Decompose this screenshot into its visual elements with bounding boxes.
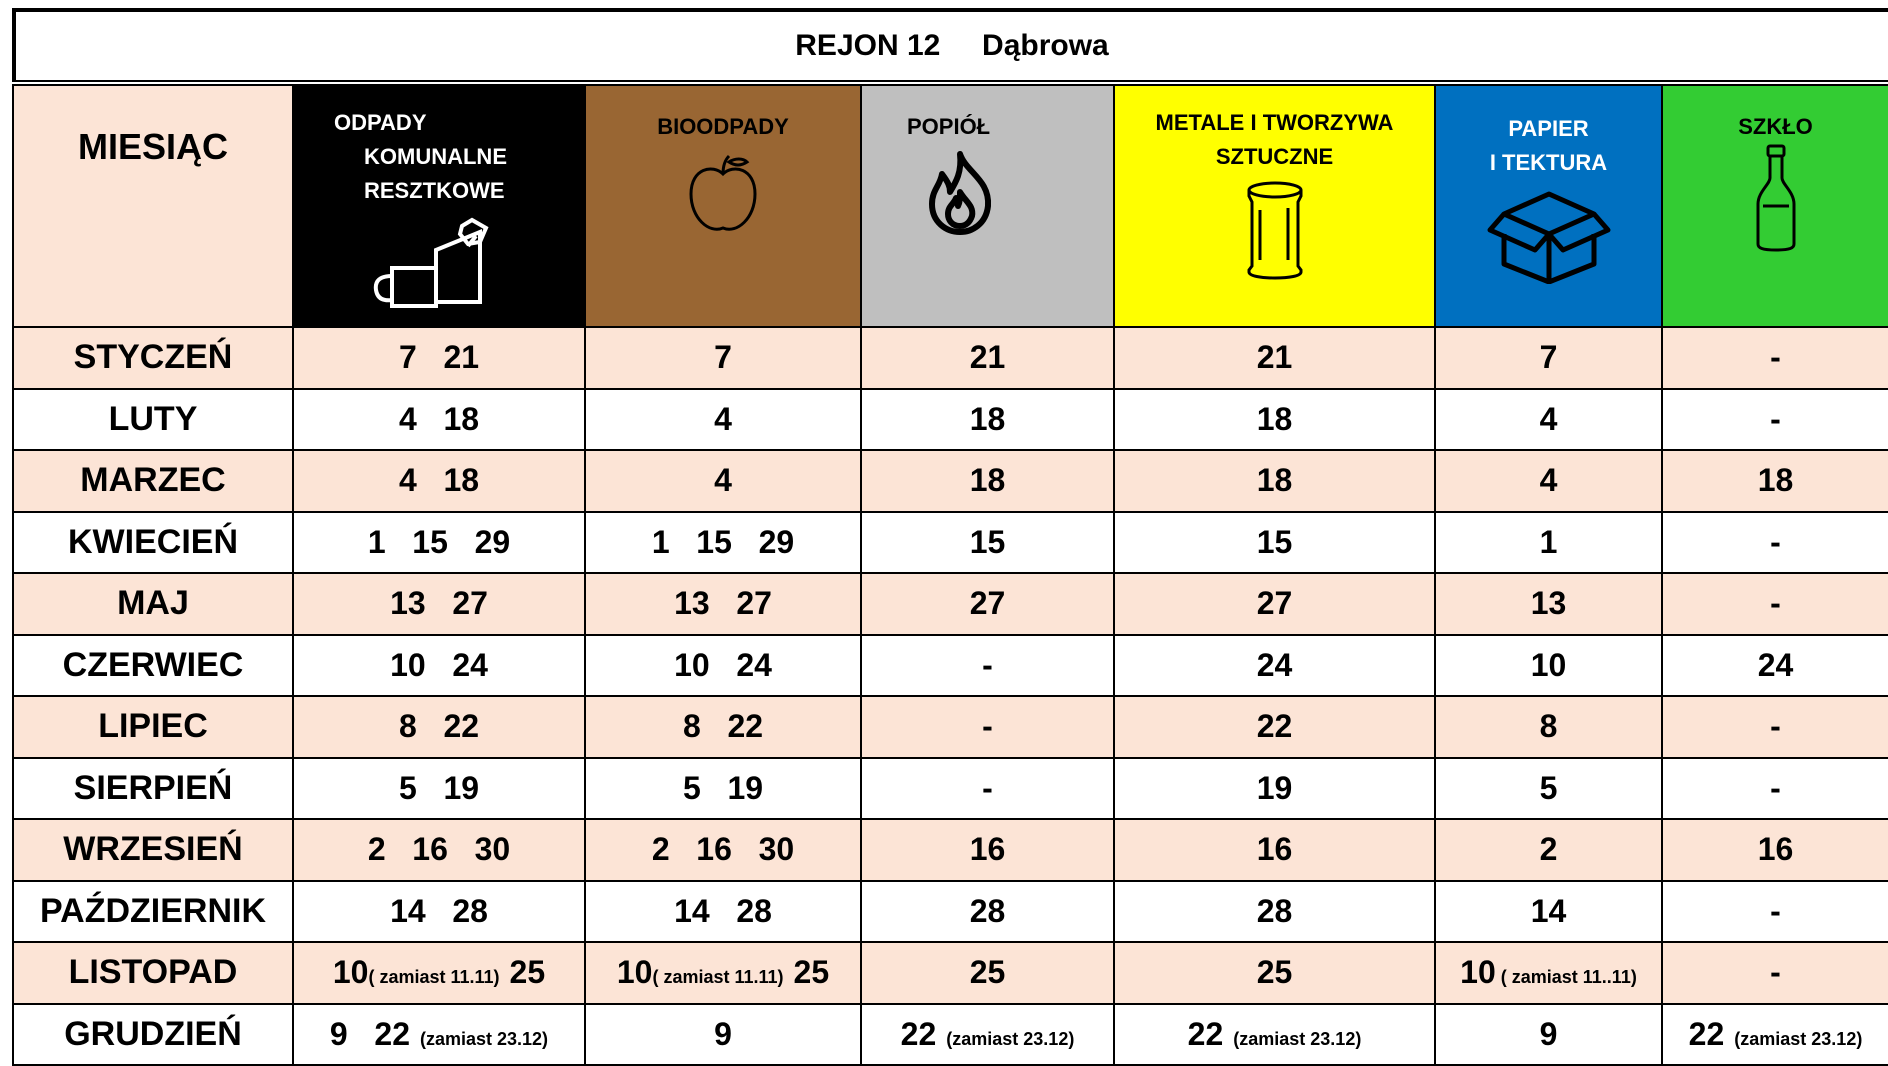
header-row — [13, 85, 1888, 327]
pickup-dates-cell — [293, 1004, 585, 1066]
pickup-dates-cell: 2 16 30 — [585, 819, 861, 881]
category-label: BIOODPADY — [657, 114, 789, 139]
category-header-bio-waste — [585, 85, 861, 327]
table-row — [13, 573, 1888, 635]
pickup-dates-cell: - — [1662, 881, 1888, 943]
pickup-dates-cell: 18 — [1662, 450, 1888, 512]
pickup-dates-cell: 21 — [1114, 327, 1435, 389]
pickup-dates-cell: 2 16 30 — [293, 819, 585, 881]
month-cell: GRUDZIEŃ — [13, 1004, 293, 1066]
month-cell: LUTY — [13, 389, 293, 451]
pickup-dates-cell: 13 — [1435, 573, 1662, 635]
date-main: 10 — [332, 954, 369, 991]
date-note: (zamiast 23.12) — [1223, 1028, 1362, 1049]
region-name: Dąbrowa — [982, 29, 1109, 62]
date-extra: 25 — [509, 954, 546, 991]
date-main: 9 22 — [329, 1015, 410, 1052]
category-label: PAPIER I TEKTURA — [1489, 116, 1608, 175]
pickup-dates-cell: 15 — [861, 512, 1114, 574]
pickup-dates-cell: 27 — [1114, 573, 1435, 635]
pickup-dates-cell: - — [1662, 512, 1888, 574]
region-number: REJON 12 — [795, 29, 941, 62]
bottle-icon — [1751, 144, 1801, 254]
pickup-dates-cell — [1435, 942, 1662, 1004]
pickup-dates-cell: 7 21 — [293, 327, 585, 389]
category-header-ash — [861, 85, 1114, 327]
table-row — [13, 881, 1888, 943]
category-label: ODPADY KOMUNALNE RESZTKOWE — [334, 110, 507, 203]
pickup-dates-cell: - — [1662, 758, 1888, 820]
pickup-dates-cell: 8 22 — [293, 696, 585, 758]
date-main: 22 — [1187, 1015, 1224, 1052]
month-cell: LISTOPAD — [13, 942, 293, 1004]
date-note: (zamiast 23.12) — [936, 1028, 1075, 1049]
pickup-dates-cell: 4 — [585, 389, 861, 451]
pickup-dates-cell: 10 — [1435, 635, 1662, 697]
page-title — [12, 8, 1888, 82]
pickup-dates-cell: - — [861, 635, 1114, 697]
pickup-dates-cell: 21 — [861, 327, 1114, 389]
table-row — [13, 450, 1888, 512]
date-main: 22 — [900, 1015, 937, 1052]
pickup-dates-cell: - — [1662, 696, 1888, 758]
pickup-dates-cell: - — [1662, 389, 1888, 451]
pickup-dates-cell: - — [861, 758, 1114, 820]
pickup-dates-cell: 13 27 — [585, 573, 861, 635]
pickup-dates-cell: 5 19 — [585, 758, 861, 820]
pickup-dates-cell: 25 — [861, 942, 1114, 1004]
pickup-dates-cell: 15 — [1114, 512, 1435, 574]
month-cell: STYCZEŃ — [13, 327, 293, 389]
pickup-dates-cell: 18 — [861, 389, 1114, 451]
month-cell: PAŹDZIERNIK — [13, 881, 293, 943]
pickup-dates-cell: 10 24 — [293, 635, 585, 697]
category-label: POPIÓŁ — [907, 114, 991, 139]
month-cell: CZERWIEC — [13, 635, 293, 697]
pickup-dates-cell: - — [1662, 573, 1888, 635]
date-main: 10 — [1460, 954, 1496, 991]
category-label: METALE I TWORZYWA SZTUCZNE — [1155, 110, 1394, 169]
pickup-dates-cell: 1 — [1435, 512, 1662, 574]
pickup-dates-cell: 18 — [1114, 389, 1435, 451]
pickup-dates-cell: 24 — [1114, 635, 1435, 697]
month-cell: SIERPIEŃ — [13, 758, 293, 820]
date-main: 10 — [616, 954, 653, 991]
pickup-dates-cell: 1 15 29 — [293, 512, 585, 574]
pickup-dates-cell — [861, 1004, 1114, 1066]
pickup-dates-cell: 9 — [585, 1004, 861, 1066]
table-row — [13, 942, 1888, 1004]
date-extra: 25 — [793, 954, 830, 991]
pickup-dates-cell: 7 — [1435, 327, 1662, 389]
pickup-dates-cell: 4 — [1435, 389, 1662, 451]
pickup-dates-cell: - — [1662, 327, 1888, 389]
pickup-dates-cell: 14 28 — [585, 881, 861, 943]
date-note: (zamiast 23.12) — [409, 1028, 549, 1049]
pickup-dates-cell: 28 — [861, 881, 1114, 943]
category-header-glass — [1662, 85, 1888, 327]
pickup-dates-cell: 1 15 29 — [585, 512, 861, 574]
pickup-dates-cell: 25 — [1114, 942, 1435, 1004]
pickup-dates-cell: 22 — [1114, 696, 1435, 758]
month-column-header: MIESIĄC — [13, 85, 293, 327]
category-header-mixed-waste — [293, 85, 585, 327]
category-header-metals-plastics — [1114, 85, 1435, 327]
collection-schedule-table — [12, 84, 1888, 1066]
pickup-dates-cell — [585, 942, 861, 1004]
pickup-dates-cell: 13 27 — [293, 573, 585, 635]
pickup-dates-cell: 4 18 — [293, 389, 585, 451]
pickup-dates-cell — [1662, 1004, 1888, 1066]
pickup-dates-cell: 4 — [1435, 450, 1662, 512]
pickup-dates-cell: 16 — [1662, 819, 1888, 881]
pickup-dates-cell: - — [861, 696, 1114, 758]
flame-icon — [922, 148, 1002, 238]
date-note: ( zamiast 11.11) — [368, 967, 500, 988]
month-cell: KWIECIEŃ — [13, 512, 293, 574]
pickup-dates-cell: 16 — [861, 819, 1114, 881]
pickup-dates-cell: 24 — [1662, 635, 1888, 697]
apple-icon — [683, 148, 763, 238]
mug-and-bin-icon — [364, 216, 514, 316]
pickup-dates-cell: 28 — [1114, 881, 1435, 943]
category-header-paper — [1435, 85, 1662, 327]
category-label: SZKŁO — [1738, 114, 1813, 139]
pickup-dates-cell: 4 — [585, 450, 861, 512]
pickup-dates-cell: 8 — [1435, 696, 1662, 758]
pickup-dates-cell: 14 — [1435, 881, 1662, 943]
table-row — [13, 635, 1888, 697]
month-cell: MARZEC — [13, 450, 293, 512]
month-cell: LIPIEC — [13, 696, 293, 758]
pickup-dates-cell: 4 18 — [293, 450, 585, 512]
pickup-dates-cell: 9 — [1435, 1004, 1662, 1066]
table-row — [13, 819, 1888, 881]
table-row — [13, 327, 1888, 389]
pickup-dates-cell: 5 19 — [293, 758, 585, 820]
pickup-dates-cell: 19 — [1114, 758, 1435, 820]
date-note: (zamiast 23.12) — [1724, 1028, 1863, 1049]
table-row — [13, 389, 1888, 451]
table-row — [13, 696, 1888, 758]
date-note: ( zamiast 11.11) — [652, 967, 784, 988]
pickup-dates-cell: 27 — [861, 573, 1114, 635]
pickup-dates-cell: 14 28 — [293, 881, 585, 943]
box-icon — [1484, 184, 1614, 284]
month-cell: WRZESIEŃ — [13, 819, 293, 881]
pickup-dates-cell: 5 — [1435, 758, 1662, 820]
pickup-dates-cell: 7 — [585, 327, 861, 389]
table-row — [13, 512, 1888, 574]
pickup-dates-cell: 18 — [861, 450, 1114, 512]
can-icon — [1240, 180, 1310, 280]
pickup-dates-cell: 10 24 — [585, 635, 861, 697]
pickup-dates-cell: - — [1662, 942, 1888, 1004]
table-row — [13, 758, 1888, 820]
pickup-dates-cell: 16 — [1114, 819, 1435, 881]
date-note: ( zamiast 11..11) — [1495, 967, 1637, 988]
date-main: 22 — [1688, 1015, 1725, 1052]
table-row — [13, 1004, 1888, 1066]
pickup-dates-cell — [1114, 1004, 1435, 1066]
pickup-dates-cell: 18 — [1114, 450, 1435, 512]
pickup-dates-cell — [293, 942, 585, 1004]
pickup-dates-cell: 8 22 — [585, 696, 861, 758]
month-cell: MAJ — [13, 573, 293, 635]
pickup-dates-cell: 2 — [1435, 819, 1662, 881]
